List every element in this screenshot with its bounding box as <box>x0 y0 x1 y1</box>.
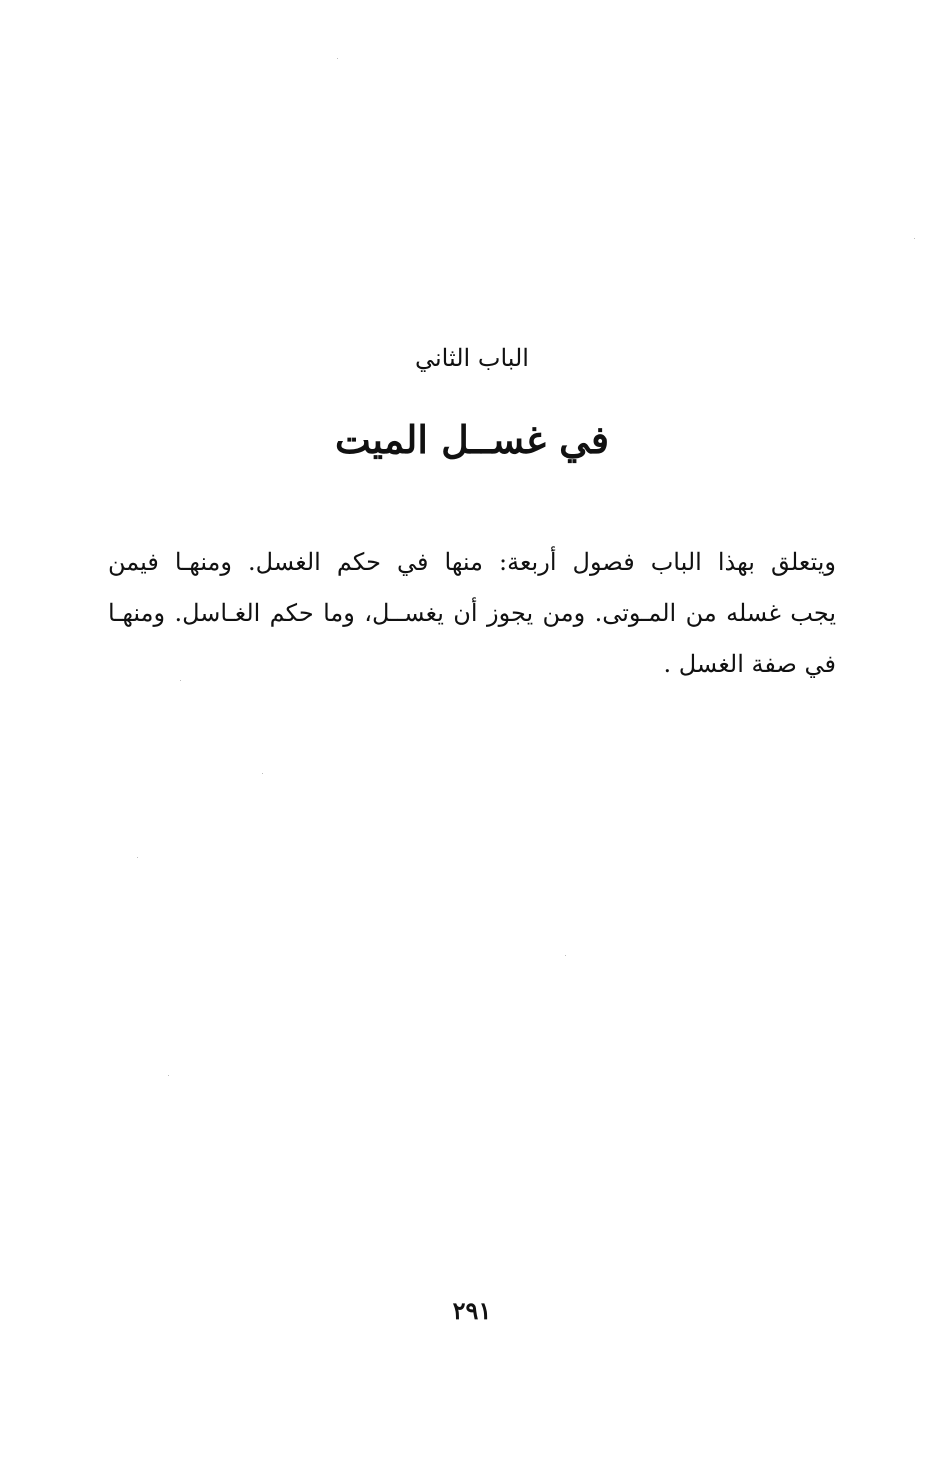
scan-speck <box>262 773 263 774</box>
scan-speck <box>565 955 566 956</box>
body-line: ويتعلق بهذا الباب فصول أربعة: منها في حكم الغسل. ومنهـا فيمن <box>108 548 836 576</box>
body-paragraph <box>108 537 836 690</box>
chapter-title: في غســل الميت <box>335 417 609 462</box>
scan-speck <box>137 857 138 858</box>
body-line: في صفة الغسل . <box>663 650 836 678</box>
scan-speck <box>168 1075 169 1076</box>
scan-speck <box>914 238 915 239</box>
scan-speck <box>337 58 338 59</box>
page-number: ٢٩١ <box>452 1296 492 1325</box>
body-line: يجب غسله من المـوتى. ومن يجوز أن يغســل، وما حكم الغـاسل. ومنهـا <box>108 599 837 627</box>
chapter-label: الباب الثاني <box>415 344 529 372</box>
